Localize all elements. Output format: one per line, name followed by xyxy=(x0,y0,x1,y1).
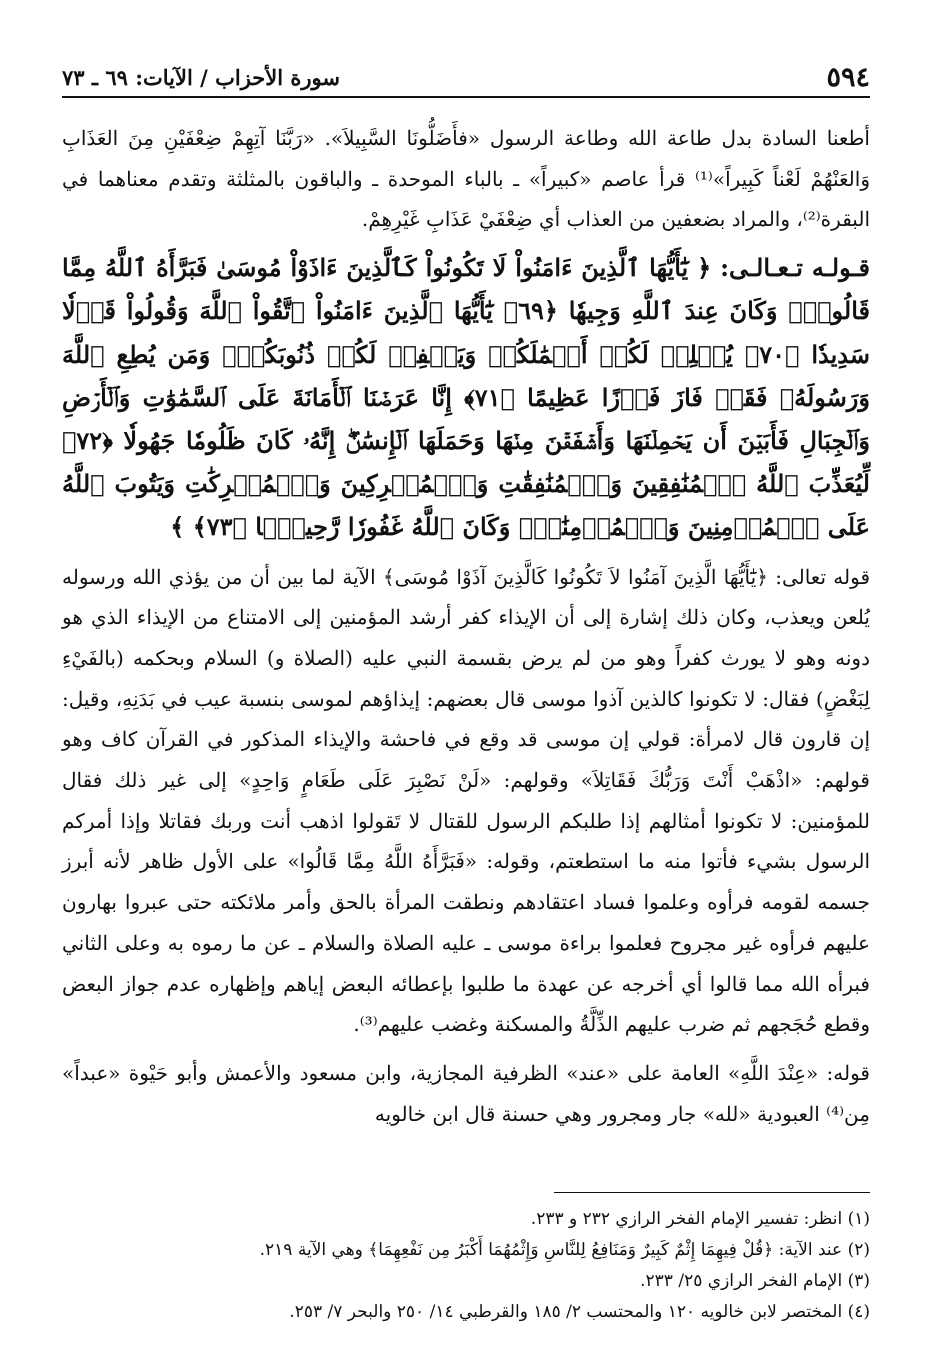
footnote-3: (٣) الإمام الفخر الرازي ٢٥/ ٢٣٣. xyxy=(640,1271,870,1291)
paragraph-commentary: قوله تعالى: ﴿يَٰٓأَيُّهَا الَّذِينَ آمَنُوا لاَ تَكُونُوا كَالَّذِينَ آذَوْا مُوسَى﴾ الآية لما بين أن من يؤذي الله ورسوله يُلعن ويعذب، وكان ذلك إشارة إلى أن الإيذاء كفر أرشد المؤمنين إلى الامتناع من الإيذاء الذي هو دونه وهو لا يورث كفراً وهو من لم يرض بقسمة النبي عليه (الصلاة و) السلام وبحكمه (بالفَيْءِ لِبَغْضٍ) فقال: لا تكونوا كالذين آذوا موسى قال بعضهم: إيذاؤهم لموسى بنسبة عيب في بَدَنِهِ، وقيل: إن قارون قال لامرأة: قولي إن موسى قد وقع في فاحشة والإيذاء المذكور في القرآن كاف وهو قولهم: «اذْهَبْ أَنْتَ وَرَبُّكَ فَقَاتِلاَ» وقولهم: «لَنْ نَصْبِرَ عَلَى طَعَامٍ وَاحِدٍ» إلى غير ذلك فقال للمؤمنين: لا تكونوا أمثالهم إذا طلبكم الرسول للقتال لا تَقولوا اذهب أنت وربك فقاتلا وإذا أمركم الرسول بشيء فأتوا منه ما استطعتم، وقوله: «فَبَرَّأَهُ اللَّهُ مِمَّا قَالُوا» على الأول ظاهر لأنه أبرز جسمه لقومه فرأوه وعلموا فساد اعتقادهم ونطقت المرأة بالحق وأمر ملائكته حتى عبروا بهارون عليهم فرأوه غير مجروح فعلموا براءة موسى ـ عليه الصلاة والسلام ـ عن ما رموه به وعلى الثاني فبرأه الله مما قالوا أي أخرجه عن عهدة ما طلبوا بإعطائه البعض إياهم وإظهاره عدم جواز البعض وقطع حُجَجهم ثم ضرب عليهم الذِّلَّةُ والمسكنة وغضب عليهم⁽³⁾. xyxy=(62,564,871,1037)
footnote-2: (٢) عند الآية: ﴿قُلْ فِيهِمَا إِثْمٌ كَبِيرٌ وَمَنَافِعُ لِلنَّاسِ وَإِثْمُهُمَا أَكْبَرُ مِن نَفْعِهِمَا﴾ وهي الآية ٢١٩. xyxy=(259,1240,870,1260)
footnote-divider xyxy=(554,1192,870,1193)
footnotes xyxy=(62,1204,870,1328)
paragraph-reading: قوله: «عِنْدَ اللَّهِ» العامة على «عند» الظرفية المجازية، وابن مسعود والأعمش وأبو حَيْوة «عبداً» مِن⁽⁴⁾ العبودية «لله» جار ومجرور وهي حسنة قال ابن خالويه xyxy=(62,1060,870,1126)
surah-title: سورة الأحزاب / الآيات: ٦٩ ـ ٧٣ xyxy=(62,65,340,90)
page-number: ٥٩٤ xyxy=(826,62,870,93)
quran-verses: قـولـه تـعـالـى: ﴿ يَٰٓأَيُّهَا ٱلَّذِينَ ءَامَنُواْ لَا تَكُونُواْ كَٱلَّذِينَ ءَاذَوْاْ مُوسَىٰ فَبَرَّأَهُ ٱللَّهُ مِمَّا قَالُواْۚ وَكَانَ عِندَ ٱللَّهِ وَجِيهٗا ﴿٦٩﴾ يَٰٓأَيُّهَا ٱلَّذِينَ ءَامَنُواْ ٱتَّقُواْ ٱللَّهَ وَقُولُواْ قَوۡلٗا سَدِيدٗا ﴿٧٠﴾ يُصۡلِحۡ لَكُمۡ أَعۡمَٰلَكُمۡ وَيَغۡفِرۡ لَكُمۡ ذُنُوبَكُمۡۗ وَمَن يُطِعِ ٱللَّهَ وَرَسُولَهُۥ فَقَدۡ فَازَ فَوۡزًا عَظِيمًا ﴿٧١﴾ إِنَّا عَرَضۡنَا ٱلۡأَمَانَةَ عَلَى ٱلسَّمَٰوَٰتِ وَٱلۡأَرۡضِ وَٱلۡجِبَالِ فَأَبَيۡنَ أَن يَحۡمِلۡنَهَا وَأَشۡفَقۡنَ مِنۡهَا وَحَمَلَهَا ٱلۡإِنسَٰنُۖ إِنَّهُۥ كَانَ ظَلُومٗا جَهُولٗا ﴿٧٢﴾ لِّيُعَذِّبَ ٱللَّهُ ٱلۡمُنَٰفِقِينَ وَٱلۡمُنَٰفِقَٰتِ وَٱلۡمُشۡرِكِينَ وَٱلۡمُشۡرِكَٰتِ وَيَتُوبَ ٱللَّهُ عَلَى ٱلۡمُؤۡمِنِينَ وَٱلۡمُؤۡمِنَٰتِۗ وَكَانَ ٱللَّهُ غَفُورٗا رَّحِيمَۢا ﴿٧٣﴾ ﴾ xyxy=(62,253,871,542)
footnote-4: (٤) المختصر لابن خالويه ١٢٠ والمحتسب ٢/ ١٨٥ والقرطبي ١٤/ ٢٥٠ والبحر ٧/ ٢٥٣. xyxy=(289,1302,870,1322)
paragraph-intro: أطعنا السادة بدل طاعة الله وطاعة الرسول «فأَضَلُّونَا السَّبِيلاَ». «رَبَّنَا آتِهِمْ ضِعْفَيْنِ مِنَ العَذَابِ وَالعَنْهُمْ لَعْناً كَبِيراً»⁽¹⁾ قرأ عاصم «كبيراً» ـ بالباء الموحدة ـ والباقون بالمثلثة وتقدم معناهما في البقرة⁽²⁾، والمراد بضعفين من العذاب أي ضِعْفَيْ عَذَابِ غَيْرِهِمْ. xyxy=(62,126,870,232)
footnote-1: (١) انظر: تفسير الإمام الفخر الرازي ٢٣٢ و ٢٣٣. xyxy=(530,1209,870,1229)
main-text xyxy=(62,118,870,1134)
running-header xyxy=(62,56,870,98)
